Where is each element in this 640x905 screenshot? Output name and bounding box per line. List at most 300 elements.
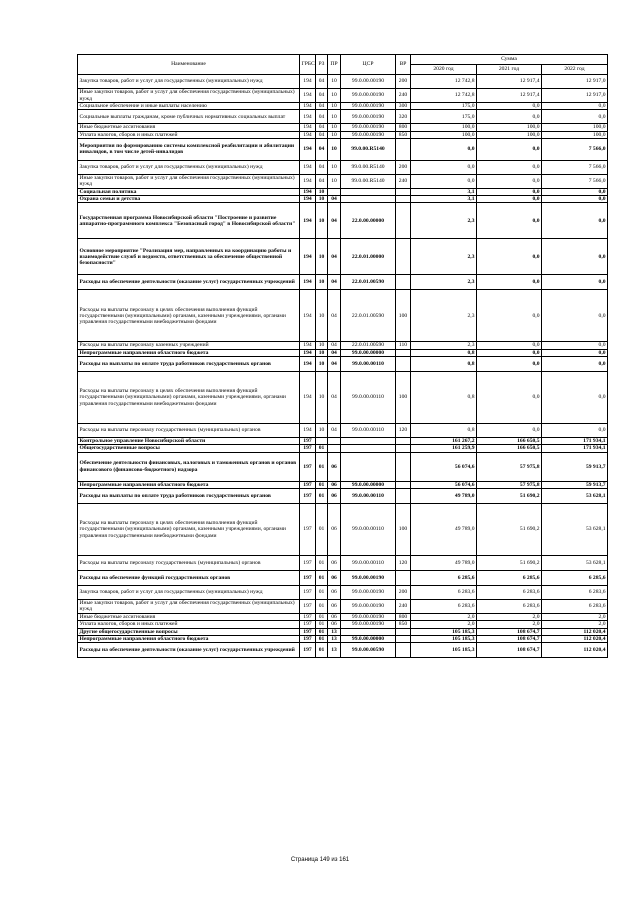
table-row bbox=[78, 174, 608, 188]
cell-csr: 99.0.00.R5140 bbox=[341, 160, 396, 174]
cell-vr bbox=[396, 438, 411, 445]
cell-rz: 10 bbox=[316, 357, 328, 372]
cell-grbs: 197 bbox=[300, 585, 316, 599]
table-row bbox=[78, 555, 608, 570]
cell-2021: 0,0 bbox=[477, 372, 542, 424]
table-row bbox=[78, 239, 608, 275]
cell-2021: 166 650,5 bbox=[477, 438, 542, 445]
cell-name: Охрана семьи и детства bbox=[78, 196, 300, 203]
cell-csr bbox=[341, 188, 396, 195]
cell-csr bbox=[341, 628, 396, 635]
cell-grbs: 197 bbox=[300, 621, 316, 628]
cell-csr: 99.0.00.00190 bbox=[341, 599, 396, 613]
cell-2021: 57 975,8 bbox=[477, 481, 542, 488]
table-row bbox=[78, 342, 608, 349]
table-row bbox=[78, 89, 608, 103]
table-row bbox=[78, 203, 608, 239]
cell-2021: 2,0 bbox=[477, 621, 542, 628]
cell-2020: 12 742,8 bbox=[411, 75, 477, 89]
table-body bbox=[78, 75, 608, 658]
cell-rz: 01 bbox=[316, 635, 328, 642]
cell-pr bbox=[328, 445, 341, 452]
cell-2020: 56 074,6 bbox=[411, 452, 477, 481]
cell-2020: 2,3 bbox=[411, 239, 477, 275]
cell-vr bbox=[396, 188, 411, 195]
cell-rz: 04 bbox=[316, 131, 328, 138]
cell-2021: 0,0 bbox=[477, 160, 542, 174]
cell-name: Уплата налогов, сборов и иных платежей bbox=[78, 621, 300, 628]
cell-csr: 99.0.00.00000 bbox=[341, 481, 396, 488]
cell-grbs: 194 bbox=[300, 349, 316, 356]
cell-pr: 10 bbox=[328, 103, 341, 110]
cell-rz: 04 bbox=[316, 124, 328, 131]
table-row bbox=[78, 188, 608, 195]
cell-2022: 59 913,7 bbox=[542, 452, 608, 481]
cell-vr: 120 bbox=[396, 555, 411, 570]
table-row bbox=[78, 488, 608, 503]
cell-vr: 240 bbox=[396, 174, 411, 188]
cell-csr: 99.0.00.00110 bbox=[341, 488, 396, 503]
cell-name: Непрограммные направления областного бюджета bbox=[78, 349, 300, 356]
header-rz: РЗ bbox=[316, 55, 328, 75]
cell-vr bbox=[396, 196, 411, 203]
cell-csr bbox=[341, 196, 396, 203]
cell-csr bbox=[341, 445, 396, 452]
cell-grbs: 197 bbox=[300, 643, 316, 658]
cell-rz: 10 bbox=[316, 349, 328, 356]
table-row bbox=[78, 481, 608, 488]
cell-vr: 800 bbox=[396, 613, 411, 620]
cell-name: Контрольное управление Новосибирской области bbox=[78, 438, 300, 445]
cell-2022: 100,0 bbox=[542, 124, 608, 131]
cell-pr: 10 bbox=[328, 124, 341, 131]
header-grbs: ГРБС bbox=[300, 55, 316, 75]
cell-2020: 3,1 bbox=[411, 196, 477, 203]
cell-name: Основное мероприятие "Реализация мер, направленных на координацию работы и взаимодействие служб и ведомств, ответственных за обеспечение общественной безопасности" bbox=[78, 239, 300, 275]
cell-name: Общегосударственные вопросы bbox=[78, 445, 300, 452]
cell-pr: 04 bbox=[328, 349, 341, 356]
cell-csr: 99.0.00.00110 bbox=[341, 555, 396, 570]
table-row bbox=[78, 196, 608, 203]
cell-vr: 800 bbox=[396, 124, 411, 131]
cell-name: Расходы на выплаты персоналу государственных (муниципальных) органов bbox=[78, 424, 300, 438]
cell-grbs: 194 bbox=[300, 160, 316, 174]
cell-2022: 112 020,4 bbox=[542, 628, 608, 635]
cell-2020: 3,1 bbox=[411, 188, 477, 195]
cell-rz bbox=[316, 438, 328, 445]
cell-2022: 0,0 bbox=[542, 357, 608, 372]
cell-rz: 01 bbox=[316, 445, 328, 452]
cell-2020: 0,8 bbox=[411, 357, 477, 372]
header-sum: Сумма bbox=[411, 55, 608, 65]
cell-2022: 171 934,1 bbox=[542, 438, 608, 445]
cell-vr bbox=[396, 488, 411, 503]
cell-rz: 01 bbox=[316, 503, 328, 555]
cell-2021: 12 917,4 bbox=[477, 75, 542, 89]
table-row bbox=[78, 424, 608, 438]
cell-grbs: 197 bbox=[300, 613, 316, 620]
cell-vr bbox=[396, 357, 411, 372]
cell-2022: 53 628,1 bbox=[542, 503, 608, 555]
cell-name: Другие общегосударственные вопросы bbox=[78, 628, 300, 635]
table-row bbox=[78, 570, 608, 585]
cell-vr: 200 bbox=[396, 585, 411, 599]
cell-vr bbox=[396, 481, 411, 488]
cell-grbs: 197 bbox=[300, 555, 316, 570]
cell-2021: 0,0 bbox=[477, 357, 542, 372]
cell-2022: 6 283,6 bbox=[542, 599, 608, 613]
cell-vr: 120 bbox=[396, 424, 411, 438]
cell-2021: 166 650,5 bbox=[477, 445, 542, 452]
table-row bbox=[78, 160, 608, 174]
cell-2022: 12 917,0 bbox=[542, 75, 608, 89]
cell-2021: 0,0 bbox=[477, 275, 542, 290]
cell-vr bbox=[396, 275, 411, 290]
cell-vr: 320 bbox=[396, 110, 411, 124]
header-year-2022: 2022 год bbox=[542, 65, 608, 75]
cell-rz: 04 bbox=[316, 103, 328, 110]
cell-pr: 04 bbox=[328, 203, 341, 239]
cell-csr: 99.0.00.00190 bbox=[341, 613, 396, 620]
budget-table-sheet bbox=[77, 54, 607, 658]
cell-rz: 04 bbox=[316, 138, 328, 160]
header-pr: ПР bbox=[328, 55, 341, 75]
cell-grbs: 194 bbox=[300, 75, 316, 89]
cell-name: Расходы на выплаты персоналу казенных учреждений bbox=[78, 342, 300, 349]
header-csr: ЦСР bbox=[341, 55, 396, 75]
cell-2022: 0,0 bbox=[542, 349, 608, 356]
cell-pr: 06 bbox=[328, 599, 341, 613]
cell-grbs: 194 bbox=[300, 239, 316, 275]
cell-rz: 10 bbox=[316, 275, 328, 290]
cell-2022: 0,0 bbox=[542, 275, 608, 290]
cell-2020: 0,8 bbox=[411, 349, 477, 356]
cell-2022: 7 566,0 bbox=[542, 138, 608, 160]
cell-pr: 10 bbox=[328, 75, 341, 89]
cell-pr: 10 bbox=[328, 160, 341, 174]
cell-2022: 6 285,6 bbox=[542, 570, 608, 585]
cell-rz: 04 bbox=[316, 110, 328, 124]
cell-csr: 22.0.01.00590 bbox=[341, 342, 396, 349]
cell-grbs: 194 bbox=[300, 372, 316, 424]
cell-vr: 200 bbox=[396, 75, 411, 89]
cell-pr: 04 bbox=[328, 342, 341, 349]
cell-name: Мероприятия по формированию системы комплексной реабилитации и абилитации инвалидов, в том числе детей-инвалидов bbox=[78, 138, 300, 160]
cell-2021: 0,0 bbox=[477, 239, 542, 275]
cell-vr: 100 bbox=[396, 503, 411, 555]
cell-2022: 53 628,1 bbox=[542, 555, 608, 570]
cell-csr: 99.0.00.00190 bbox=[341, 621, 396, 628]
cell-vr bbox=[396, 635, 411, 642]
cell-name: Государственная программа Новосибирской области "Построение и развитие аппаратно-программного комплекса "Безопасный город" в Новосибирской области" bbox=[78, 203, 300, 239]
cell-2020: 100,0 bbox=[411, 124, 477, 131]
cell-rz: 01 bbox=[316, 452, 328, 481]
cell-2021: 108 674,7 bbox=[477, 628, 542, 635]
cell-name: Расходы на выплаты по оплате труда работников государственных органов bbox=[78, 488, 300, 503]
cell-csr: 99.0.00.00190 bbox=[341, 110, 396, 124]
cell-pr: 06 bbox=[328, 585, 341, 599]
cell-grbs: 194 bbox=[300, 103, 316, 110]
cell-2022: 0,0 bbox=[542, 239, 608, 275]
cell-grbs: 194 bbox=[300, 131, 316, 138]
cell-pr: 10 bbox=[328, 89, 341, 103]
cell-grbs: 194 bbox=[300, 110, 316, 124]
cell-2020: 161 259,9 bbox=[411, 445, 477, 452]
cell-2022: 59 913,7 bbox=[542, 481, 608, 488]
table-row bbox=[78, 643, 608, 658]
cell-csr: 99.0.00.00110 bbox=[341, 372, 396, 424]
cell-rz: 10 bbox=[316, 290, 328, 342]
cell-csr: 22.0.00.00000 bbox=[341, 203, 396, 239]
cell-2021: 2,0 bbox=[477, 613, 542, 620]
cell-name: Расходы на выплаты персоналу в целях обеспечения выполнения функций государственными (муниципальными) органами, казенными учреждениями, органами управления государственными внебюджетными фондами bbox=[78, 503, 300, 555]
table-row bbox=[78, 438, 608, 445]
cell-2021: 0,0 bbox=[477, 290, 542, 342]
cell-grbs: 194 bbox=[300, 275, 316, 290]
cell-vr: 240 bbox=[396, 599, 411, 613]
table-row bbox=[78, 599, 608, 613]
cell-2022: 2,0 bbox=[542, 613, 608, 620]
cell-name: Расходы на выплаты персоналу в целях обеспечения выполнения функций государственными (муниципальными) органами, казенными учреждениями, органами управления государственными внебюджетными фондами bbox=[78, 290, 300, 342]
cell-vr: 240 bbox=[396, 89, 411, 103]
cell-pr: 06 bbox=[328, 555, 341, 570]
cell-csr: 99.0.00.00000 bbox=[341, 635, 396, 642]
cell-2021: 12 917,4 bbox=[477, 89, 542, 103]
cell-name: Иные бюджетные ассигнования bbox=[78, 124, 300, 131]
cell-rz: 10 bbox=[316, 196, 328, 203]
table-row bbox=[78, 124, 608, 131]
cell-vr bbox=[396, 628, 411, 635]
cell-grbs: 194 bbox=[300, 138, 316, 160]
header-year-2021: 2021 год bbox=[477, 65, 542, 75]
cell-grbs: 194 bbox=[300, 203, 316, 239]
cell-rz: 01 bbox=[316, 643, 328, 658]
cell-name: Иные закупки товаров, работ и услуг для обеспечения государственных (муниципальных) нужд bbox=[78, 174, 300, 188]
cell-csr: 99.0.00.00590 bbox=[341, 643, 396, 658]
cell-csr: 22.0.01.00590 bbox=[341, 275, 396, 290]
cell-rz: 10 bbox=[316, 424, 328, 438]
cell-2020: 161 267,2 bbox=[411, 438, 477, 445]
cell-name: Иные закупки товаров, работ и услуг для обеспечения государственных (муниципальных) нужд bbox=[78, 599, 300, 613]
cell-grbs: 194 bbox=[300, 124, 316, 131]
cell-vr: 100 bbox=[396, 290, 411, 342]
page-number: Страница 149 из 161 bbox=[290, 857, 350, 863]
cell-pr: 10 bbox=[328, 131, 341, 138]
cell-vr bbox=[396, 570, 411, 585]
cell-2021: 51 690,2 bbox=[477, 503, 542, 555]
cell-name: Социальные выплаты гражданам, кроме публичных нормативных социальных выплат bbox=[78, 110, 300, 124]
cell-rz: 01 bbox=[316, 628, 328, 635]
cell-rz: 01 bbox=[316, 585, 328, 599]
cell-pr: 04 bbox=[328, 372, 341, 424]
cell-pr: 06 bbox=[328, 503, 341, 555]
cell-2021: 6 285,6 bbox=[477, 570, 542, 585]
cell-2021: 0,0 bbox=[477, 424, 542, 438]
cell-2021: 0,0 bbox=[477, 174, 542, 188]
cell-grbs: 197 bbox=[300, 452, 316, 481]
table-row bbox=[78, 635, 608, 642]
cell-2021: 57 975,8 bbox=[477, 452, 542, 481]
cell-2020: 49 789,0 bbox=[411, 555, 477, 570]
cell-name: Непрограммные направления областного бюджета bbox=[78, 481, 300, 488]
cell-csr: 99.0.00.00110 bbox=[341, 357, 396, 372]
cell-vr bbox=[396, 643, 411, 658]
cell-2020: 2,0 bbox=[411, 621, 477, 628]
cell-2020: 0,0 bbox=[411, 174, 477, 188]
cell-pr: 06 bbox=[328, 613, 341, 620]
cell-name: Расходы на выплаты персоналу в целях обеспечения выполнения функций государственными (муниципальными) органами, казенными учреждениями, органами управления государственными внебюджетными фондами bbox=[78, 372, 300, 424]
cell-2022: 7 566,0 bbox=[542, 160, 608, 174]
budget-table bbox=[77, 54, 608, 658]
cell-grbs: 197 bbox=[300, 570, 316, 585]
cell-name: Закупка товаров, работ и услуг для государственных (муниципальных) нужд bbox=[78, 585, 300, 599]
cell-rz: 01 bbox=[316, 570, 328, 585]
table-row bbox=[78, 131, 608, 138]
cell-pr: 13 bbox=[328, 628, 341, 635]
cell-csr: 99.0.00.R5140 bbox=[341, 174, 396, 188]
table-row bbox=[78, 445, 608, 452]
cell-vr bbox=[396, 349, 411, 356]
table-row bbox=[78, 621, 608, 628]
cell-2022: 112 020,4 bbox=[542, 635, 608, 642]
cell-vr: 850 bbox=[396, 621, 411, 628]
table-row bbox=[78, 138, 608, 160]
table-row bbox=[78, 75, 608, 89]
cell-2022: 100,0 bbox=[542, 131, 608, 138]
cell-2022: 53 628,1 bbox=[542, 488, 608, 503]
cell-2020: 0,8 bbox=[411, 372, 477, 424]
cell-2020: 2,3 bbox=[411, 203, 477, 239]
cell-pr: 06 bbox=[328, 570, 341, 585]
cell-2020: 6 283,6 bbox=[411, 585, 477, 599]
cell-pr: 04 bbox=[328, 424, 341, 438]
cell-name: Иные бюджетные ассигнования bbox=[78, 613, 300, 620]
cell-2022: 171 934,1 bbox=[542, 445, 608, 452]
cell-2020: 2,0 bbox=[411, 613, 477, 620]
cell-name: Обеспечение деятельности финансовых, налоговых и таможенных органов и органов финансового (финансово-бюджетного) надзора bbox=[78, 452, 300, 481]
cell-grbs: 197 bbox=[300, 438, 316, 445]
cell-2021: 0,0 bbox=[477, 349, 542, 356]
cell-vr: 110 bbox=[396, 342, 411, 349]
cell-csr: 99.0.00.00110 bbox=[341, 424, 396, 438]
table-row bbox=[78, 628, 608, 635]
cell-rz: 04 bbox=[316, 89, 328, 103]
cell-csr: 99.0.00.00190 bbox=[341, 585, 396, 599]
cell-vr: 200 bbox=[396, 160, 411, 174]
header-vr: ВР bbox=[396, 55, 411, 75]
cell-pr: 10 bbox=[328, 174, 341, 188]
cell-2022: 0,0 bbox=[542, 110, 608, 124]
cell-grbs: 194 bbox=[300, 290, 316, 342]
cell-vr: 300 bbox=[396, 103, 411, 110]
cell-2021: 108 674,7 bbox=[477, 643, 542, 658]
table-row bbox=[78, 349, 608, 356]
cell-grbs: 194 bbox=[300, 196, 316, 203]
cell-name: Социальная политика bbox=[78, 188, 300, 195]
cell-csr: 99.0.00.00190 bbox=[341, 75, 396, 89]
cell-2021: 0,0 bbox=[477, 138, 542, 160]
cell-grbs: 194 bbox=[300, 89, 316, 103]
cell-rz: 01 bbox=[316, 488, 328, 503]
cell-name: Расходы на обеспечение функций государственных органов bbox=[78, 570, 300, 585]
cell-grbs: 194 bbox=[300, 342, 316, 349]
cell-2020: 105 185,3 bbox=[411, 635, 477, 642]
cell-2021: 0,0 bbox=[477, 203, 542, 239]
cell-name: Расходы на обеспечение деятельности (оказание услуг) государственных учреждений bbox=[78, 275, 300, 290]
cell-2022: 0,0 bbox=[542, 372, 608, 424]
cell-2022: 0,0 bbox=[542, 342, 608, 349]
cell-rz: 10 bbox=[316, 372, 328, 424]
table-header bbox=[78, 55, 608, 75]
cell-pr: 10 bbox=[328, 110, 341, 124]
cell-2020: 6 283,6 bbox=[411, 599, 477, 613]
cell-rz: 01 bbox=[316, 555, 328, 570]
cell-pr: 13 bbox=[328, 643, 341, 658]
cell-2020: 6 285,6 bbox=[411, 570, 477, 585]
cell-csr: 99.0.00.00190 bbox=[341, 570, 396, 585]
cell-csr: 99.0.00.R5140 bbox=[341, 138, 396, 160]
cell-2020: 0,0 bbox=[411, 138, 477, 160]
cell-2022: 0,0 bbox=[542, 196, 608, 203]
cell-vr bbox=[396, 445, 411, 452]
cell-2021: 51 690,2 bbox=[477, 488, 542, 503]
cell-name: Иные закупки товаров, работ и услуг для обеспечения государственных (муниципальных) нужд bbox=[78, 89, 300, 103]
cell-2022: 0,0 bbox=[542, 103, 608, 110]
cell-2020: 49 789,0 bbox=[411, 503, 477, 555]
cell-2022: 0,0 bbox=[542, 424, 608, 438]
cell-2021: 6 283,6 bbox=[477, 599, 542, 613]
cell-grbs: 197 bbox=[300, 445, 316, 452]
cell-grbs: 194 bbox=[300, 357, 316, 372]
cell-2021: 6 283,6 bbox=[477, 585, 542, 599]
cell-2020: 105 185,3 bbox=[411, 643, 477, 658]
cell-pr: 04 bbox=[328, 239, 341, 275]
table-row bbox=[78, 613, 608, 620]
cell-grbs: 197 bbox=[300, 599, 316, 613]
cell-grbs: 197 bbox=[300, 488, 316, 503]
cell-grbs: 197 bbox=[300, 635, 316, 642]
cell-csr bbox=[341, 452, 396, 481]
cell-pr: 06 bbox=[328, 621, 341, 628]
cell-2021: 51 690,2 bbox=[477, 555, 542, 570]
cell-grbs: 197 bbox=[300, 628, 316, 635]
cell-2021: 108 674,7 bbox=[477, 635, 542, 642]
cell-2021: 0,0 bbox=[477, 196, 542, 203]
cell-vr: 100 bbox=[396, 372, 411, 424]
cell-name: Расходы на обеспечение деятельности (оказание услуг) государственных учреждений bbox=[78, 643, 300, 658]
cell-pr bbox=[328, 438, 341, 445]
cell-grbs: 194 bbox=[300, 188, 316, 195]
cell-vr: 850 bbox=[396, 131, 411, 138]
cell-2020: 12 742,8 bbox=[411, 89, 477, 103]
table-row bbox=[78, 103, 608, 110]
cell-csr: 22.0.01.00000 bbox=[341, 239, 396, 275]
cell-grbs: 197 bbox=[300, 503, 316, 555]
header-name: Наименование bbox=[78, 55, 300, 75]
cell-name: Расходы на выплаты персоналу государственных (муниципальных) органов bbox=[78, 555, 300, 570]
cell-pr: 13 bbox=[328, 635, 341, 642]
cell-vr bbox=[396, 138, 411, 160]
table-row bbox=[78, 452, 608, 481]
cell-pr: 10 bbox=[328, 138, 341, 160]
cell-2020: 100,0 bbox=[411, 131, 477, 138]
cell-2022: 0,0 bbox=[542, 203, 608, 239]
cell-pr: 06 bbox=[328, 452, 341, 481]
cell-2020: 0,0 bbox=[411, 160, 477, 174]
cell-pr: 04 bbox=[328, 196, 341, 203]
cell-name: Закупка товаров, работ и услуг для государственных (муниципальных) нужд bbox=[78, 160, 300, 174]
table-row bbox=[78, 585, 608, 599]
